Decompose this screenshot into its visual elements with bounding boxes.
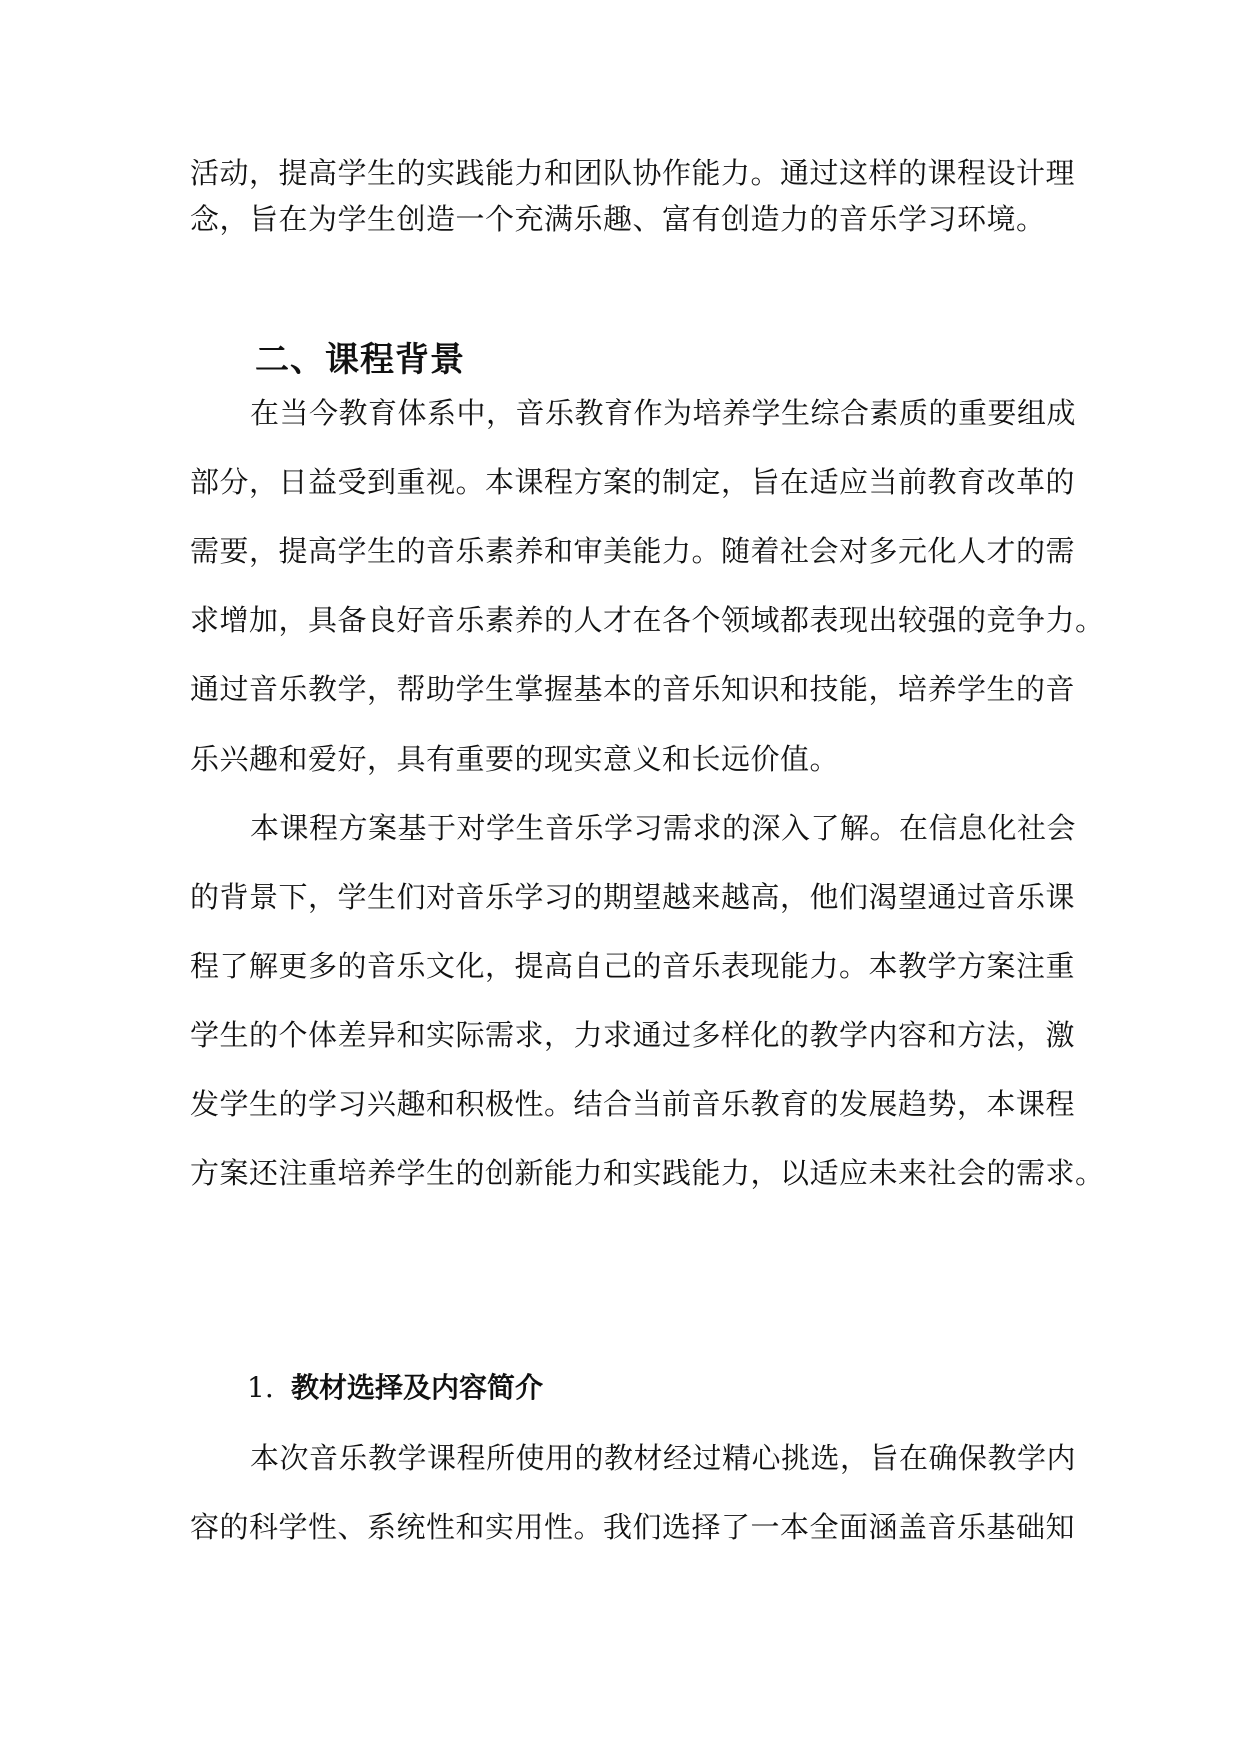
subsection-heading bbox=[247, 1368, 543, 1408]
paragraph-line: 需要，提高学生的音乐素养和审美能力。随着社会对多元化人才的需 bbox=[190, 534, 1076, 568]
paragraph-line: 发学生的学习兴趣和积极性。结合当前音乐教育的发展趋势，本课程 bbox=[190, 1087, 1076, 1121]
paragraph-line: 求增加，具备良好音乐素养的人才在各个领域都表现出较强的竞争力。 bbox=[190, 603, 1105, 637]
paragraph-line: 念，旨在为学生创造一个充满乐趣、富有创造力的音乐学习环境。 bbox=[190, 202, 1046, 236]
section-heading: 二、课程背景 bbox=[255, 340, 465, 380]
subsection-title: 教材选择及内容简介 bbox=[291, 1371, 544, 1404]
paragraph-line: 在当今教育体系中，音乐教育作为培养学生综合素质的重要组成 bbox=[250, 396, 1077, 430]
paragraph-line: 活动，提高学生的实践能力和团队协作能力。通过这样的课程设计理 bbox=[190, 156, 1076, 190]
paragraph-line: 程了解更多的音乐文化，提高自己的音乐表现能力。本教学方案注重 bbox=[190, 949, 1076, 983]
paragraph-line: 方案还注重培养学生的创新能力和实践能力，以适应未来社会的需求。 bbox=[190, 1156, 1105, 1190]
paragraph-line: 容的科学性、系统性和实用性。我们选择了一本全面涵盖音乐基础知 bbox=[190, 1510, 1076, 1544]
paragraph-line: 通过音乐教学，帮助学生掌握基本的音乐知识和技能，培养学生的音 bbox=[190, 672, 1076, 706]
paragraph-line: 部分，日益受到重视。本课程方案的制定，旨在适应当前教育改革的 bbox=[190, 465, 1076, 499]
paragraph-line: 本课程方案基于对学生音乐学习需求的深入了解。在信息化社会 bbox=[250, 811, 1077, 845]
subsection-number: 1. bbox=[247, 1371, 274, 1404]
paragraph-line: 学生的个体差异和实际需求，力求通过多样化的教学内容和方法，激 bbox=[190, 1018, 1076, 1052]
paragraph-line: 乐兴趣和爱好，具有重要的现实意义和长远价值。 bbox=[190, 742, 840, 776]
paragraph-line: 本次音乐教学课程所使用的教材经过精心挑选，旨在确保教学内 bbox=[250, 1441, 1077, 1475]
paragraph-line: 的背景下，学生们对音乐学习的期望越来越高，他们渴望通过音乐课 bbox=[190, 880, 1076, 914]
